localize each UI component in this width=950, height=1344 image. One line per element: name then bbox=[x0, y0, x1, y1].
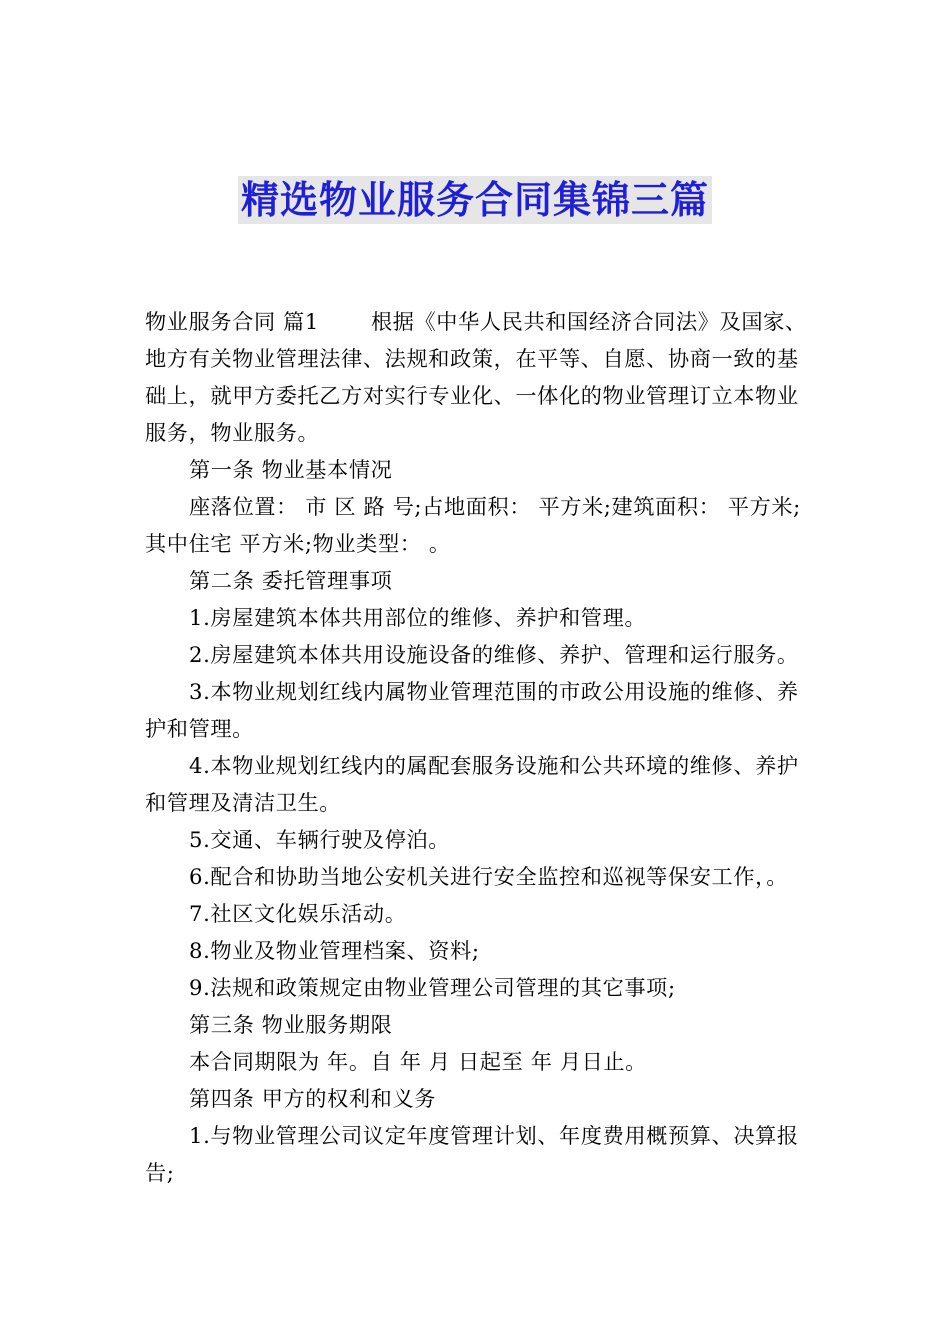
title-container bbox=[0, 176, 950, 224]
list-item: 7.社区文化娱乐活动。 bbox=[189, 901, 407, 926]
list-item: 4.本物业规划红线内的属配套服务设施和公共环境的维修、养护和管理及清洁卫生。 bbox=[145, 753, 799, 815]
intro-lead: 物业服务合同 篇1 bbox=[145, 309, 319, 334]
list-item: 1.房屋建筑本体共用部位的维修、养护和管理。 bbox=[189, 605, 647, 630]
intro-text: 根据《中华人民共和国经济合同法》及国家、地方有关物业管理法律、法规和政策，在平等、自愿、协商一致的基础上，就甲方委托乙方对实行专业化、一体化的物业管理订立本物业服务，物业服务。 bbox=[145, 309, 807, 445]
property-info-paragraph: 座落位置： 市 区 路 号;占地面积： 平方米;建筑面积： 平方米;其中住宅 平方米;物业类型： 。 bbox=[145, 494, 801, 556]
document-title: 精选物业服务合同集锦三篇 bbox=[238, 176, 712, 224]
list-item: 6.配合和协助当地公安机关进行安全监控和巡视等保安工作，。 bbox=[189, 864, 789, 889]
article-4-heading: 第四条 甲方的权利和义务 bbox=[189, 1086, 436, 1111]
list-item: 5.交通、车辆行驶及停泊。 bbox=[189, 827, 451, 852]
article-2-heading: 第二条 委托管理事项 bbox=[189, 568, 393, 593]
article-1-heading: 第一条 物业基本情况 bbox=[189, 457, 393, 482]
intro-paragraph bbox=[145, 303, 813, 451]
list-item: 1.与物业管理公司议定年度管理计划、年度费用概预算、决算报告; bbox=[145, 1123, 799, 1185]
term-paragraph: 本合同期限为 年。自 年 月 日起至 年 月日止。 bbox=[189, 1049, 647, 1074]
list-item: 9.法规和政策规定由物业管理公司管理的其它事项; bbox=[189, 975, 676, 1000]
list-item: 8.物业及物业管理档案、资料; bbox=[189, 938, 480, 963]
document-body bbox=[145, 303, 813, 1191]
article-3-heading: 第三条 物业服务期限 bbox=[189, 1012, 393, 1037]
list-item: 3.本物业规划红线内属物业管理范围的市政公用设施的维修、养护和管理。 bbox=[145, 679, 799, 741]
list-item: 2.房屋建筑本体共用设施设备的维修、养护、管理和运行服务。 bbox=[189, 642, 799, 667]
